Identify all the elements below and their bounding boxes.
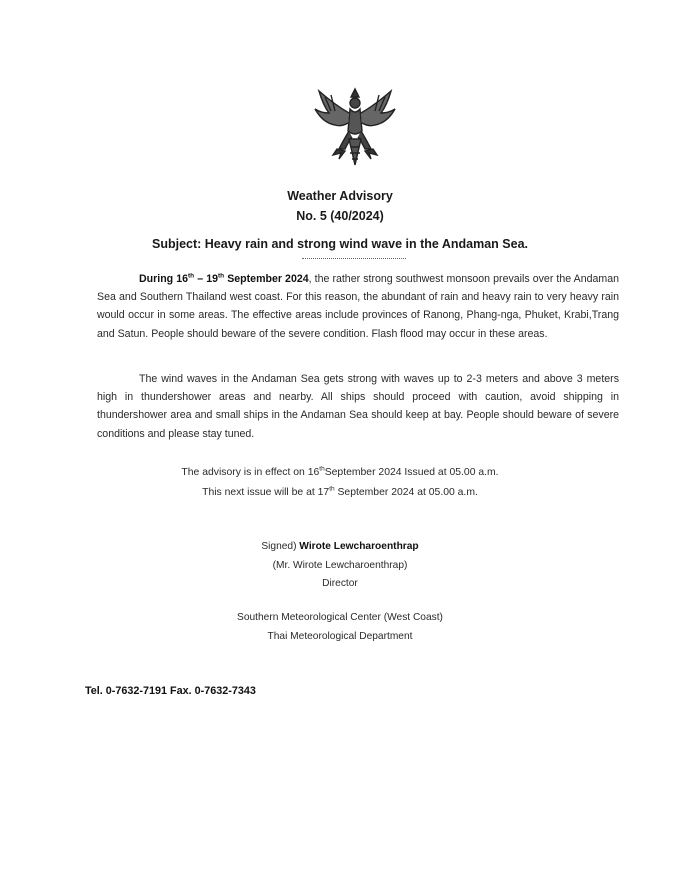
organization-block xyxy=(0,608,680,646)
contact-line: Tel. 0-7632-7191 Fax. 0-7632-7343 xyxy=(85,685,256,697)
paragraph-2-text: The wind waves in the Andaman Sea gets strong with waves up to 2-3 meters and above 3 meters high in thundershower areas and nearby. All ships should proceed with caution, avoid shipping in thundershower area and small ships in the Andaman Sea should keep at bay. People should beware of severe conditions and please stay tuned. xyxy=(97,373,619,440)
org-line-2: Thai Meteorological Department xyxy=(267,631,413,642)
signature-block xyxy=(0,538,680,594)
paragraph-1 xyxy=(97,270,619,343)
title-line-1: Weather Advisory xyxy=(287,189,393,203)
signer-name: Wirote Lewcharoenthrap xyxy=(299,541,419,552)
paragraph-1-text: , the rather strong southwest monsoon prevails over the Andaman Sea and Southern Thailand west coast. For this reason, the abundant of rain and heavy rain to very heavy rain would occur in some areas. The effective areas include provinces of Ranong, Phang-nga, Phuket, Krabi,Trang and Satun. People should beware of the severe condition. Flash flood may occur in these areas. xyxy=(97,273,619,340)
signed-line: Signed) Wirote Lewcharoenthrap xyxy=(261,541,419,552)
dotted-divider xyxy=(302,258,406,259)
effective-line: The advisory is in effect on 16thSeptember 2024 Issued at 05.00 a.m. xyxy=(181,465,499,478)
next-issue-line: This next issue will be at 17th September 2024 at 05.00 a.m. xyxy=(202,485,478,498)
signer-full-name: (Mr. Wirote Lewcharoenthrap) xyxy=(272,559,408,571)
period-lead: During 16th – 19th September 2024 xyxy=(139,272,309,285)
subject-line: Subject: Heavy rain and strong wind wave in the Andaman Sea. xyxy=(151,237,528,251)
document-title xyxy=(0,186,680,226)
title-line-2: No. 5 (40/2024) xyxy=(296,209,384,223)
org-line-1: Southern Meteorological Center (West Coast) xyxy=(237,612,443,623)
garuda-emblem-icon xyxy=(305,83,405,173)
paragraph-2 xyxy=(97,370,619,443)
signer-title: Director xyxy=(322,578,358,589)
validity-notice xyxy=(0,463,680,503)
